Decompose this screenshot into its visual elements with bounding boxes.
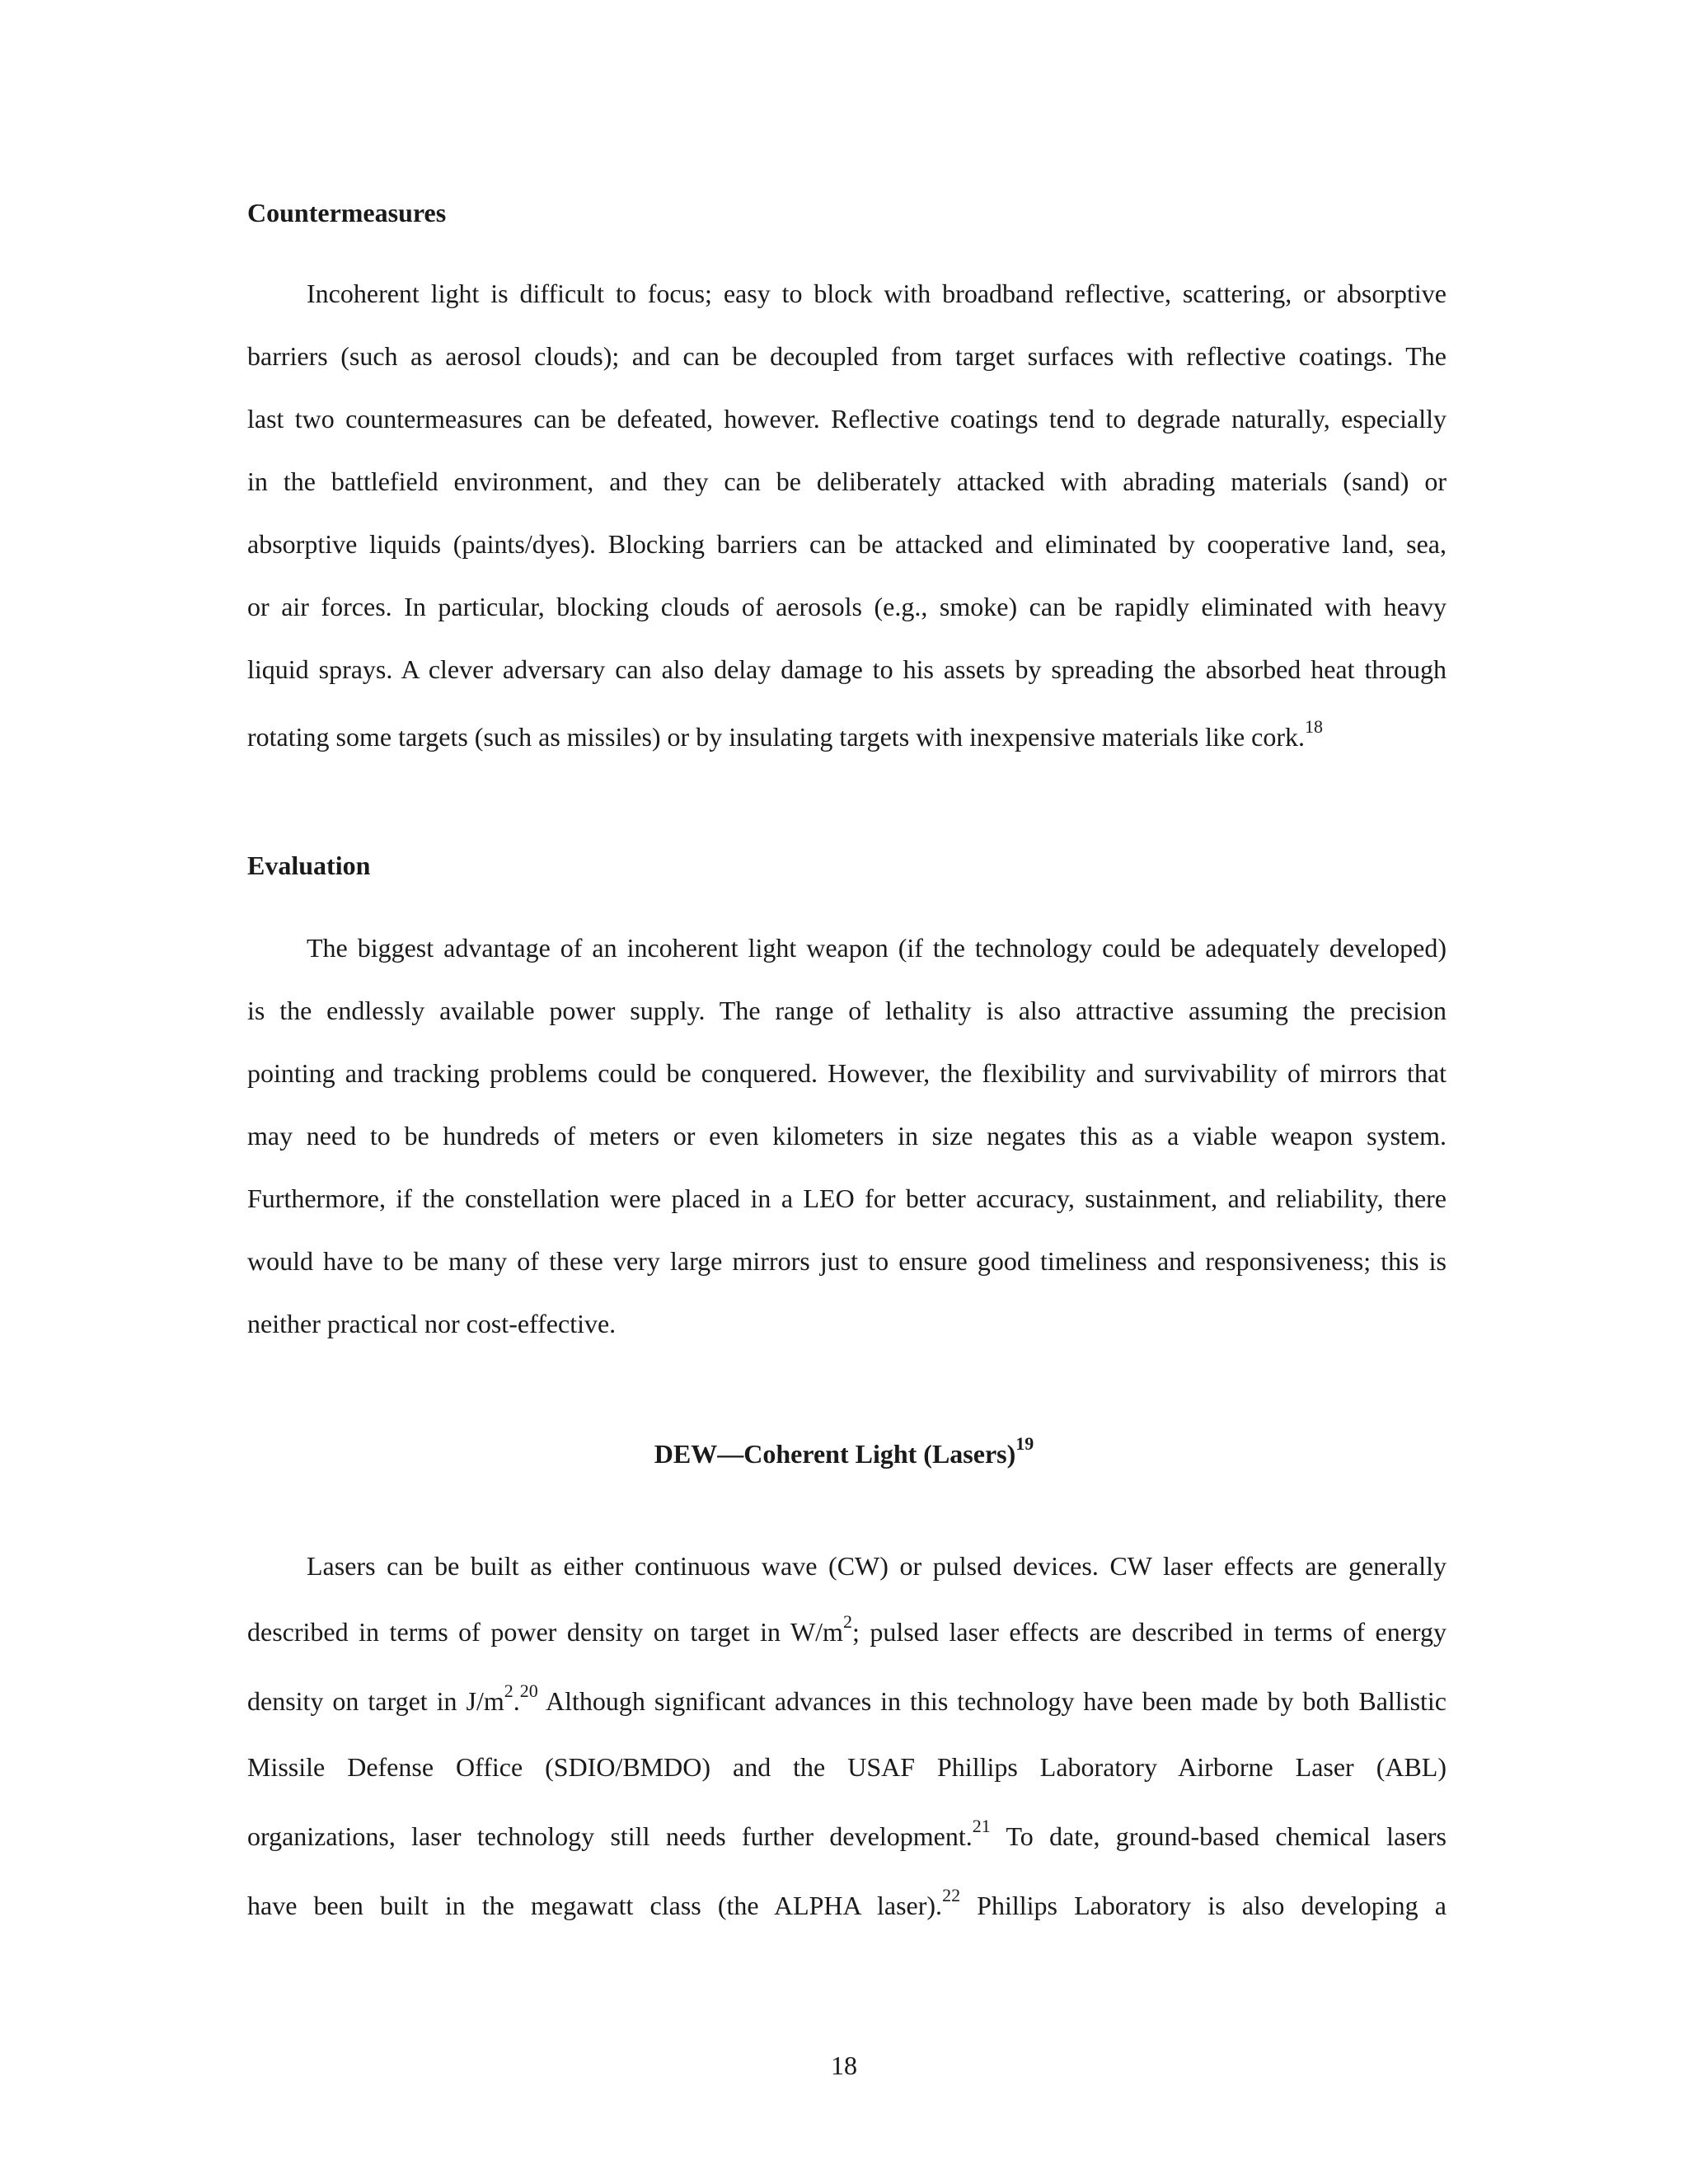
- line-text: To date, ground-based chemical lasers: [990, 1821, 1447, 1851]
- paragraph-line: The biggest advantage of an incoherent light weapon (if the technology could be adequately developed): [307, 933, 1447, 963]
- superscript: 2: [504, 1680, 513, 1701]
- paragraph-line: pointing and tracking problems could be conquered. However, the flexibility and survivability of mirrors that: [247, 1058, 1447, 1088]
- line-text: Phillips Laboratory is also developing a: [960, 1891, 1447, 1920]
- paragraph-line: [247, 716, 1447, 753]
- paragraph-line: [247, 1680, 1447, 1718]
- section-heading-countermeasures: Countermeasures: [247, 198, 447, 227]
- footnote-marker: 22: [942, 1885, 961, 1905]
- paragraph-line: [247, 1611, 1447, 1648]
- paragraph-line: is the endlessly available power supply. The range of lethality is also attractive assuming the precision: [247, 996, 1447, 1025]
- section-heading-coherent-light: [0, 1433, 1688, 1469]
- line-text: have been built in the megawatt class (the ALPHA laser).: [247, 1891, 943, 1920]
- paragraph-line: would have to be many of these very large mirrors just to ensure good timeliness and responsiveness; this is: [247, 1246, 1447, 1276]
- footnote-marker: 20: [519, 1680, 538, 1701]
- paragraph-line: neither practical nor cost-effective.: [247, 1309, 617, 1338]
- line-text: ; pulsed laser effects are described in terms of energy: [851, 1617, 1447, 1647]
- line-text: .: [513, 1686, 520, 1716]
- paragraph-line: liquid sprays. A clever adversary can also delay damage to his assets by spreading the absorbed heat through: [247, 654, 1447, 684]
- paragraph-line: [247, 1885, 1447, 1922]
- page-number: 18: [831, 2050, 857, 2080]
- paragraph-line: [247, 1816, 1447, 1853]
- section-heading-evaluation: Evaluation: [247, 851, 371, 880]
- paragraph-line: Missile Defense Office (SDIO/BMDO) and the USAF Phillips Laboratory Airborne Laser (ABL): [247, 1752, 1447, 1782]
- line-text: Although significant advances in this technology have been made by both Ballistic: [537, 1686, 1447, 1716]
- superscript: 2: [842, 1611, 852, 1632]
- paragraph-line: last two countermeasures can be defeated, however. Reflective coatings tend to degrade naturally, especially: [247, 404, 1447, 434]
- paragraph-line: absorptive liquids (paints/dyes). Blocking barriers can be attacked and eliminated by cooperative land, sea,: [247, 529, 1447, 559]
- line-text: described in terms of power density on target in W/m: [247, 1617, 843, 1647]
- footnote-marker: 19: [1015, 1433, 1034, 1454]
- paragraph-line: may need to be hundreds of meters or even kilometers in size negates this as a viable weapon system.: [247, 1121, 1447, 1151]
- footnote-marker: 21: [972, 1816, 991, 1836]
- paragraph-line: or air forces. In particular, blocking clouds of aerosols (e.g., smoke) can be rapidly eliminated with heavy: [247, 592, 1447, 621]
- line-text: density on target in J/m: [247, 1686, 504, 1716]
- paragraph-line: Furthermore, if the constellation were placed in a LEO for better accuracy, sustainment, and reliability, there: [247, 1183, 1447, 1213]
- paragraph-line: Incoherent light is difficult to focus; easy to block with broadband reflective, scattering, or absorptive: [307, 279, 1447, 308]
- paragraph-line: Lasers can be built as either continuous wave (CW) or pulsed devices. CW laser effects are generally: [307, 1551, 1447, 1581]
- paragraph-line: in the battlefield environment, and they can be deliberately attacked with abrading materials (sand) or: [247, 466, 1447, 496]
- paragraph-line: barriers (such as aerosol clouds); and can be decoupled from target surfaces with reflective coatings. The: [247, 341, 1447, 371]
- footnote-marker: 18: [1305, 716, 1323, 737]
- heading-text: DEW—Coherent Light (Lasers): [654, 1439, 1016, 1469]
- line-text: rotating some targets (such as missiles) or by insulating targets with inexpensive materials like cork.: [247, 722, 1305, 752]
- line-text: organizations, laser technology still needs further development.: [247, 1821, 973, 1851]
